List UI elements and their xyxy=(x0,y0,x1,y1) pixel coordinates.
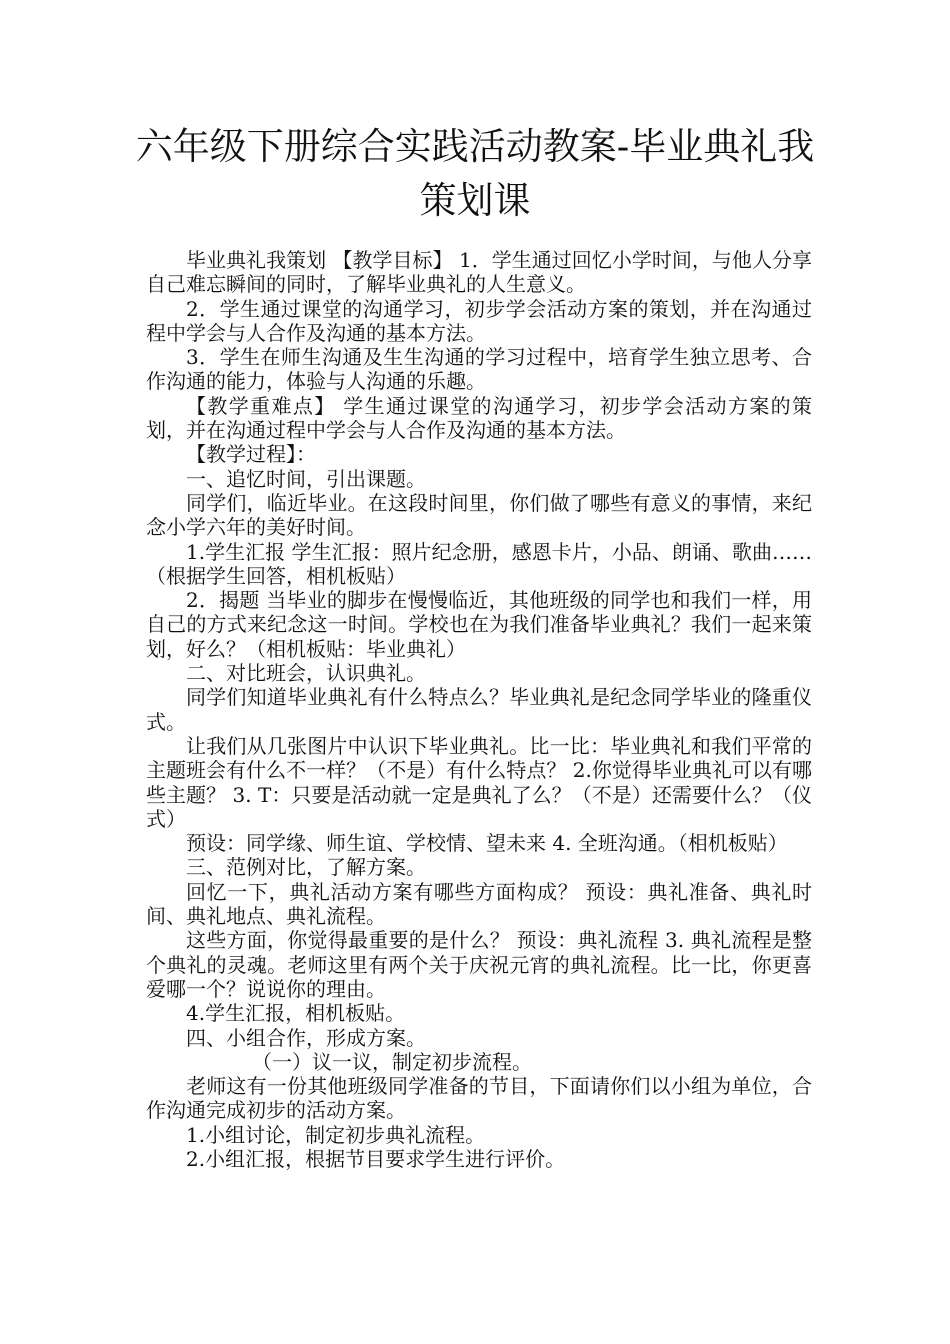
paragraph: 同学们知道毕业典礼有什么特点么？毕业典礼是纪念同学毕业的隆重仪式。 xyxy=(146,685,812,734)
paragraph-objectives: 毕业典礼我策划 【教学目标】 1．学生通过回忆小学时间，与他人分享自己难忘瞬间的同时，了解毕业典礼的人生意义。 xyxy=(146,248,812,297)
document-body xyxy=(146,248,812,1171)
section-heading: 四、小组合作，形成方案。 xyxy=(186,1025,426,1050)
paragraph: 4.学生汇报，相机板贴。 xyxy=(186,1001,406,1026)
paragraph: 3．学生在师生沟通及生生沟通的学习过程中，培育学生独立思考、合作沟通的能力，体验与人沟通的乐趣。 xyxy=(146,345,812,394)
paragraph: 让我们从几张图片中认识下毕业典礼。比一比：毕业典礼和我们平常的主题班会有什么不一样？（不是）有什么特点？ 2.你觉得毕业典礼可以有哪些主题？ 3. T：只要是活动就一定是典礼了么？（不是）还需要什么？（仪式） xyxy=(146,733,812,831)
paragraph: 预设：同学缘、师生谊、学校情、望未来 4. 全班沟通。（相机板贴） xyxy=(186,831,788,856)
paragraph: 同学们，临近毕业。在这段时间里，你们做了哪些有意义的事情，来纪念小学六年的美好时间。 xyxy=(146,490,812,540)
section-heading: 一、追忆时间，引出课题。 xyxy=(186,466,426,491)
section-heading: 三、范例对比，了解方案。 xyxy=(186,855,426,880)
paragraph: 1.小组讨论，制定初步典礼流程。 xyxy=(186,1122,486,1147)
paragraph: 2.小组汇报，根据节目要求学生进行评价。 xyxy=(186,1146,566,1171)
paragraph: 1.学生汇报 学生汇报：照片纪念册，感恩卡片，小品、朗诵、歌曲……（根据学生回答，相机板贴） xyxy=(146,539,812,588)
section-heading: 二、对比班会，认识典礼。 xyxy=(186,661,426,686)
section-heading: 【教学过程】： xyxy=(186,442,316,467)
paragraph: 2．揭题 当毕业的脚步在慢慢临近，其他班级的同学也和我们一样，用自己的方式来纪念这一时间。学校也在为我们准备毕业典礼？我们一起来策划，好么？（相机板贴：毕业典礼） xyxy=(146,588,812,661)
subsection-heading: （一）议一议，制定初步流程。 xyxy=(252,1049,532,1074)
paragraph: 回忆一下，典礼活动方案有哪些方面构成？ 预设：典礼准备、典礼时间、典礼地点、典礼流程。 xyxy=(146,879,812,929)
paragraph-key-points: 【教学重难点】 学生通过课堂的沟通学习，初步学会活动方案的策划，并在沟通过程中学会与人合作及沟通的基本方法。 xyxy=(146,393,812,443)
paragraph: 2．学生通过课堂的沟通学习，初步学会活动方案的策划，并在沟通过程中学会与人合作及沟通的基本方法。 xyxy=(146,296,812,345)
document-title: 六年级下册综合实践活动教案-毕业典礼我策划课 xyxy=(135,125,815,222)
paragraph: 这些方面，你觉得最重要的是什么？ 预设：典礼流程 3. 典礼流程是整个典礼的灵魂。老师这里有两个关于庆祝元宵的典礼流程。比一比，你更喜爱哪一个？说说你的理由。 xyxy=(146,928,812,1001)
paragraph: 老师这有一份其他班级同学准备的节目，下面请你们以小组为单位，合作沟通完成初步的活动方案。 xyxy=(146,1074,812,1123)
